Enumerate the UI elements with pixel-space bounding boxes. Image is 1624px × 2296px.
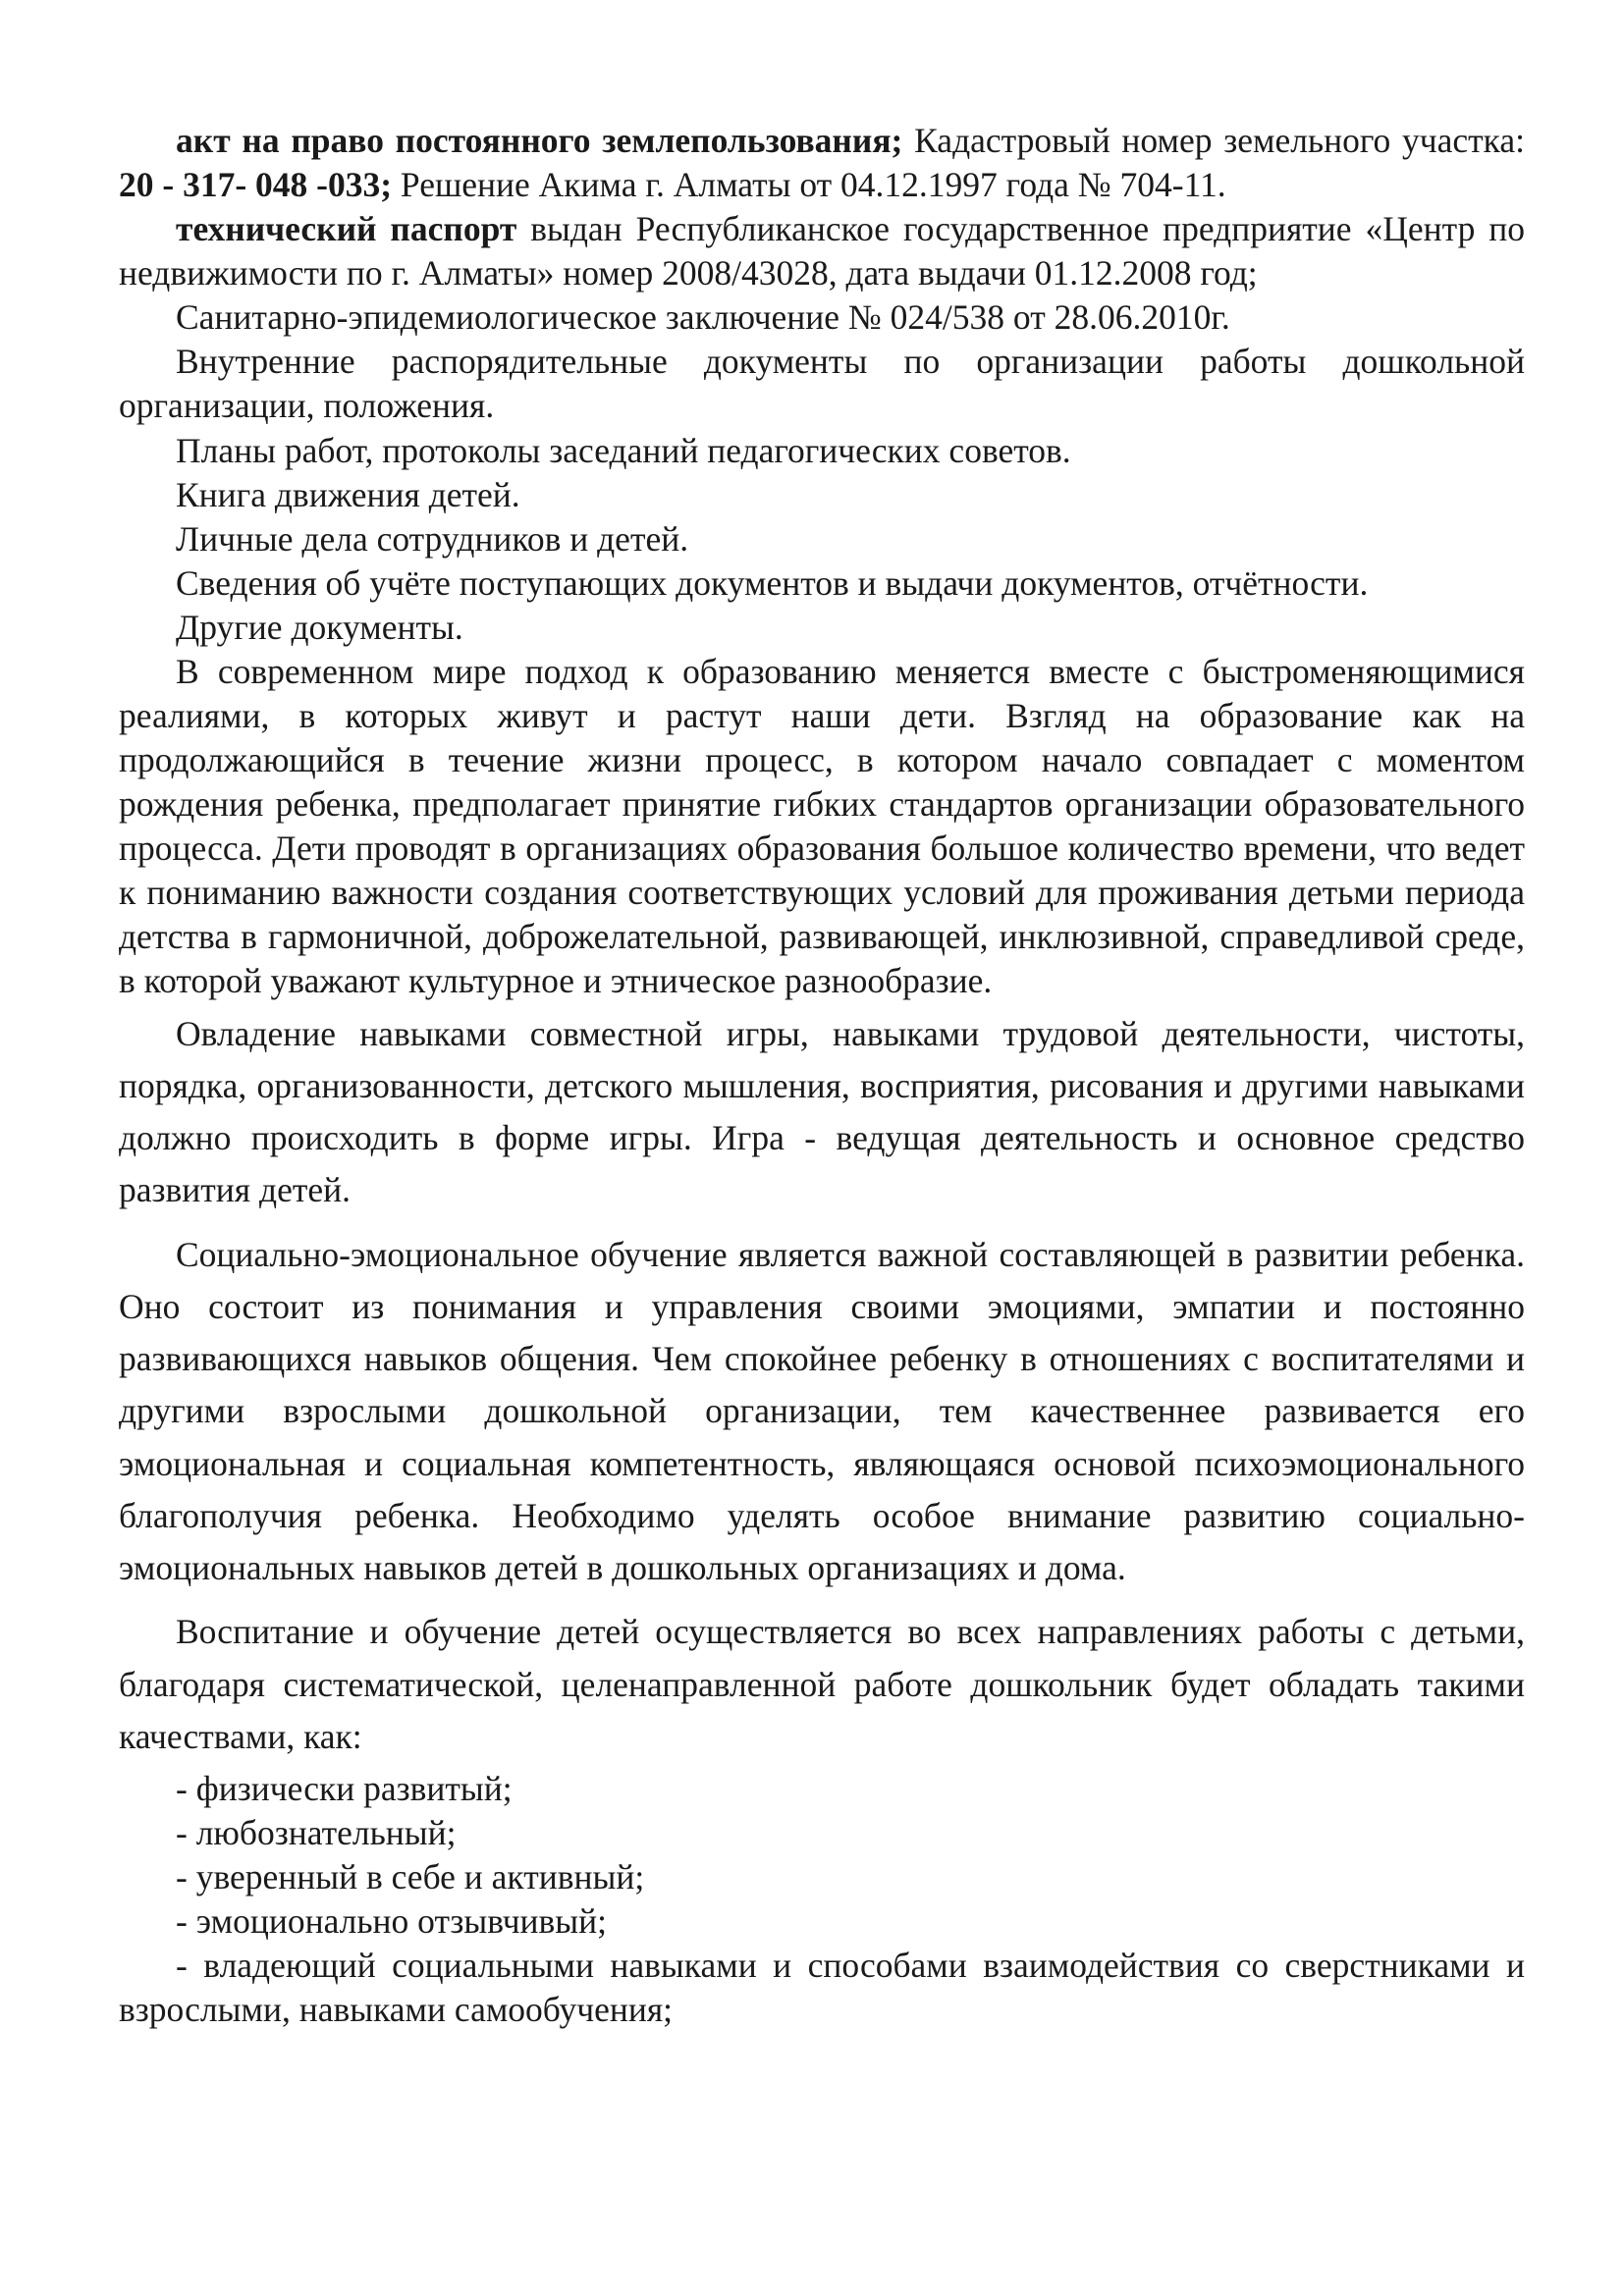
list-item: - любознательный; — [176, 1813, 457, 1853]
bold-cadastral-code: 20 - 317- 048 -033; — [119, 165, 393, 205]
list-item: - уверенный в себе и активный; — [176, 1857, 645, 1897]
paragraph-tech-passport — [119, 207, 1525, 295]
bold-tech-passport: технический паспорт — [176, 209, 517, 249]
list-item: - физически развитый; — [176, 1769, 513, 1809]
bold-land-act: акт на право постоянного землепользования; — [176, 121, 903, 160]
text-tech-passport: выдан Республиканское государственное предприятие «Центр по недвижимости по г. Алматы» номер 2008/43028, дата выдачи 01.12.2008 год; — [119, 209, 1526, 294]
paragraph-social-emotional: Социально-эмоциональное обучение является важной составляющей в развитии ребенка. Оно состоит из понимания и управления своими эмоциями, эмпатии и постоянно развивающихся навыков общения. Чем спокойнее ребенку в отношениях с воспитателями и другими взрослыми дошкольной организации, тем качественнее развивается его эмоциональная и социальная компетентность, являющаяся основой психоэмоционального благополучия ребенка. Необходимо уделять особое внимание развитию социально-эмоциональных навыков детей в дошкольных организациях и дома. — [119, 1234, 1525, 1588]
paragraph-sanitary: Санитарно-эпидемиологическое заключение № 024/538 от 28.06.2010г. — [176, 297, 1230, 338]
text-cadastral: Кадастровый номер земельного участка: — [902, 121, 1525, 160]
paragraph-education-directions: Воспитание и обучение детей осуществляется во всех направлениях работы с детьми, благодаря систематической, целенаправленной работе дошкольник будет обладать такими качествами, как: — [119, 1612, 1525, 1756]
paragraph-modern-world: В современном мире подход к образованию меняется вместе с быстроменяющимися реалиями, в которых живут и растут наши дети. Взгляд на образование как на продолжающийся в течение жизни процесс, в котором начало совпадает с моментом рождения ребенка, предполагает принятие гибких стандартов организации образовательного процесса. Дети проводят в организациях образования большое количество времени, что ведет к пониманию важности создания соответствующих условий для проживания детьми периода детства в гармоничной, доброжелательной, развивающей, инклюзивной, справедливой среде, в которой уважают культурное и этническое разнообразие. — [119, 651, 1525, 1001]
list-item: - эмоционально отзывчивый; — [176, 1901, 608, 1942]
qualities-list — [119, 1767, 1525, 2032]
paragraph-personal-files: Личные дела сотрудников и детей. — [176, 518, 689, 559]
paragraph-land-act — [119, 119, 1525, 207]
text-akim-decision: Решение Акима г. Алматы от 04.12.1997 года № 704-11. — [392, 165, 1226, 205]
paragraph-plans: Планы работ, протоколы заседаний педагогических советов. — [176, 430, 1071, 470]
paragraph-children-book: Книга движения детей. — [176, 474, 520, 514]
paragraph-other-docs: Другие документы. — [176, 607, 463, 647]
document-page — [119, 119, 1525, 2033]
paragraph-internal-docs: Внутренние распорядительные документы по организации работы дошкольной организации, положения. — [119, 342, 1525, 426]
paragraph-skills-game: Овладение навыками совместной игры, навыками трудовой деятельности, чистоты, порядка, организованности, детского мышления, восприятия, рисования и другими навыками должно происходить в форме игры. Игра - ведущая деятельность и основное средство развития детей. — [119, 1013, 1525, 1210]
list-item: - владеющий социальными навыками и способами взаимодействия со сверстниками и взрослыми, навыками самообучения; — [119, 1946, 1525, 2030]
paragraph-records: Сведения об учёте поступающих документов и выдачи документов, отчётности. — [176, 562, 1369, 603]
